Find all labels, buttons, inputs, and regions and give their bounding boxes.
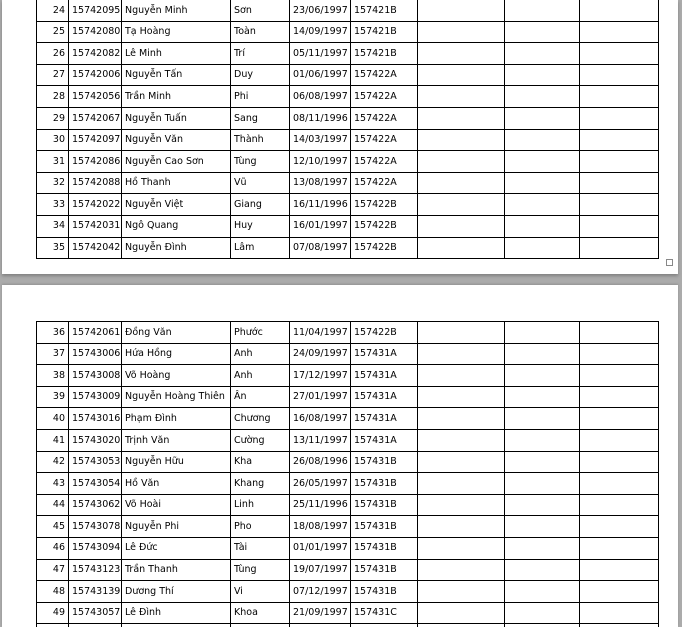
date-of-birth-cell: 21/09/1997: [290, 602, 351, 624]
student-id-cell: 15743006: [69, 343, 122, 365]
table-row: [37, 408, 659, 430]
student-id-cell: 15742042: [69, 237, 122, 259]
date-of-birth-cell: 27/01/1997: [290, 386, 351, 408]
student-id-cell: 15742088: [69, 172, 122, 194]
date-of-birth-cell: 16/11/1996: [290, 194, 351, 216]
student-id-cell: 15742022: [69, 194, 122, 216]
first-name-cell: Vũ: [231, 172, 290, 194]
empty-cell: [580, 322, 659, 344]
student-id-cell: 15742097: [69, 129, 122, 151]
student-id-cell: 15743057: [69, 602, 122, 624]
empty-cell: [418, 581, 505, 603]
empty-cell: [580, 429, 659, 451]
empty-cell: [505, 581, 580, 603]
empty-cell: [580, 581, 659, 603]
student-id-cell: 15743054: [69, 473, 122, 495]
row-number-cell: 30: [37, 129, 69, 151]
date-of-birth-cell: 24/09/1997: [290, 343, 351, 365]
empty-cell: [505, 408, 580, 430]
class-code-cell: 157421B: [351, 43, 418, 65]
date-of-birth-cell: 25/11/1996: [290, 494, 351, 516]
empty-cell: [580, 537, 659, 559]
first-name-cell: Pho: [231, 516, 290, 538]
first-name-cell: Anh: [231, 343, 290, 365]
date-of-birth-cell: 07/08/1997: [290, 237, 351, 259]
empty-cell: [505, 559, 580, 581]
empty-cell: [505, 516, 580, 538]
date-of-birth-cell: 01/06/1997: [290, 64, 351, 86]
empty-cell: [505, 194, 580, 216]
date-of-birth-cell: 06/08/1997: [290, 86, 351, 108]
date-of-birth-cell: 14/09/1997: [290, 21, 351, 43]
empty-cell: [418, 343, 505, 365]
table-row: [37, 237, 659, 259]
table-row: [37, 64, 659, 86]
table-row: [37, 43, 659, 65]
class-code-cell: 157431B: [351, 559, 418, 581]
empty-cell: [418, 64, 505, 86]
empty-cell: [418, 451, 505, 473]
table-row: [37, 0, 659, 21]
row-number-cell: 49: [37, 602, 69, 624]
student-id-cell: 15743016: [69, 408, 122, 430]
table-row: [37, 516, 659, 538]
class-code-cell: 157431A: [351, 365, 418, 387]
row-number-cell: 35: [37, 237, 69, 259]
empty-cell: [505, 21, 580, 43]
student-id-cell: 15742056: [69, 86, 122, 108]
table-row: [37, 172, 659, 194]
last-middle-name-cell: Nguyễn Việt: [122, 194, 231, 216]
class-code-cell: 157431B: [351, 581, 418, 603]
class-code-cell: 157422A: [351, 64, 418, 86]
empty-cell: [418, 172, 505, 194]
last-middle-name-cell: Trần Thanh: [122, 559, 231, 581]
empty-cell: [580, 64, 659, 86]
date-of-birth-cell: 23/06/1997: [290, 0, 351, 21]
student-id-cell: 15743008: [69, 365, 122, 387]
first-name-cell: Trí: [231, 43, 290, 65]
date-of-birth-cell: 14/03/1997: [290, 129, 351, 151]
class-code-cell: 157431B: [351, 494, 418, 516]
last-middle-name-cell: Trịnh Văn: [122, 429, 231, 451]
student-id-cell: 15742086: [69, 151, 122, 173]
date-of-birth-cell: 13/08/1997: [290, 172, 351, 194]
last-middle-name-cell: Nguyễn Cao Sơn: [122, 151, 231, 173]
student-id-cell: 15743123: [69, 559, 122, 581]
date-of-birth-cell: 12/10/1997: [290, 151, 351, 173]
row-number-cell: 32: [37, 172, 69, 194]
first-name-cell: Linh: [231, 494, 290, 516]
table-row: [37, 473, 659, 495]
class-code-cell: 157422B: [351, 194, 418, 216]
table-row: [37, 129, 659, 151]
empty-cell: [505, 43, 580, 65]
last-middle-name-cell: Hồ Văn: [122, 473, 231, 495]
first-name-cell: Khoa: [231, 602, 290, 624]
class-code-cell: 157431A: [351, 408, 418, 430]
last-middle-name-cell: Nguyễn Đình: [122, 237, 231, 259]
last-middle-name-cell: Lê Minh: [122, 43, 231, 65]
student-id-cell: 15742095: [69, 0, 122, 21]
first-name-cell: Ân: [231, 386, 290, 408]
empty-cell: [580, 473, 659, 495]
empty-cell: [418, 151, 505, 173]
last-middle-name-cell: Nguyễn Hữu: [122, 451, 231, 473]
class-code-cell: 157431B: [351, 537, 418, 559]
last-middle-name-cell: Nguyễn Văn: [122, 129, 231, 151]
empty-cell: [580, 451, 659, 473]
class-code-cell: 157431B: [351, 516, 418, 538]
row-number-cell: 33: [37, 194, 69, 216]
class-code-cell: 157422B: [351, 322, 418, 344]
class-code-cell: 157431C: [351, 602, 418, 624]
last-middle-name-cell: Nguyễn Phi: [122, 516, 231, 538]
last-middle-name-cell: Nguyễn Hoàng Thiên: [122, 386, 231, 408]
last-middle-name-cell: Tạ Hoàng: [122, 21, 231, 43]
empty-cell: [505, 429, 580, 451]
date-of-birth-cell: 05/11/1997: [290, 43, 351, 65]
row-number-cell: 37: [37, 343, 69, 365]
class-code-cell: 157422B: [351, 215, 418, 237]
empty-cell: [580, 21, 659, 43]
empty-cell: [580, 408, 659, 430]
row-number-cell: 38: [37, 365, 69, 387]
empty-cell: [580, 602, 659, 624]
empty-cell: [505, 0, 580, 21]
first-name-cell: Vi: [231, 581, 290, 603]
student-id-cell: 15743053: [69, 451, 122, 473]
class-code-cell: 157431A: [351, 343, 418, 365]
row-number-cell: 27: [37, 64, 69, 86]
empty-cell: [580, 343, 659, 365]
student-id-cell: 15742067: [69, 107, 122, 129]
row-number-cell: 48: [37, 581, 69, 603]
last-middle-name-cell: Đồng Văn: [122, 322, 231, 344]
empty-cell: [505, 602, 580, 624]
last-middle-name-cell: Nguyễn Tấn: [122, 64, 231, 86]
row-number-cell: 45: [37, 516, 69, 538]
empty-cell: [418, 386, 505, 408]
date-of-birth-cell: 07/12/1997: [290, 581, 351, 603]
student-id-cell: 15743020: [69, 429, 122, 451]
empty-cell: [580, 151, 659, 173]
empty-cell: [505, 215, 580, 237]
first-name-cell: Phi: [231, 86, 290, 108]
empty-cell: [505, 86, 580, 108]
empty-cell: [580, 172, 659, 194]
table-row: [37, 429, 659, 451]
table-row: [37, 365, 659, 387]
table-row: [37, 537, 659, 559]
empty-cell: [580, 494, 659, 516]
table-row: [37, 215, 659, 237]
empty-cell: [580, 86, 659, 108]
class-code-cell: 157422A: [351, 107, 418, 129]
last-middle-name-cell: Lê Đức: [122, 537, 231, 559]
first-name-cell: Giang: [231, 194, 290, 216]
empty-cell: [580, 107, 659, 129]
row-number-cell: 36: [37, 322, 69, 344]
table-row: [37, 21, 659, 43]
document-page-2: [2, 285, 678, 627]
first-name-cell: Lâm: [231, 237, 290, 259]
empty-cell: [418, 215, 505, 237]
empty-cell: [418, 473, 505, 495]
row-number-cell: 26: [37, 43, 69, 65]
class-code-cell: 157422A: [351, 86, 418, 108]
table-row: [37, 343, 659, 365]
first-name-cell: Toàn: [231, 21, 290, 43]
empty-cell: [505, 322, 580, 344]
empty-cell: [418, 559, 505, 581]
empty-cell: [418, 429, 505, 451]
empty-cell: [418, 494, 505, 516]
empty-cell: [505, 494, 580, 516]
row-number-cell: 41: [37, 429, 69, 451]
empty-cell: [580, 516, 659, 538]
empty-cell: [505, 473, 580, 495]
table-row: [37, 602, 659, 624]
last-middle-name-cell: Phạm Đình: [122, 408, 231, 430]
last-middle-name-cell: Ngô Quang: [122, 215, 231, 237]
class-code-cell: 157421B: [351, 0, 418, 21]
row-number-cell: 44: [37, 494, 69, 516]
table-row: [37, 151, 659, 173]
student-id-cell: 15742082: [69, 43, 122, 65]
first-name-cell: Phước: [231, 322, 290, 344]
first-name-cell: Huy: [231, 215, 290, 237]
student-id-cell: 15743062: [69, 494, 122, 516]
empty-cell: [505, 386, 580, 408]
first-name-cell: Cường: [231, 429, 290, 451]
empty-cell: [580, 43, 659, 65]
empty-cell: [418, 365, 505, 387]
row-number-cell: 39: [37, 386, 69, 408]
empty-cell: [418, 516, 505, 538]
date-of-birth-cell: 13/11/1997: [290, 429, 351, 451]
class-code-cell: 157431B: [351, 473, 418, 495]
first-name-cell: Thành: [231, 129, 290, 151]
empty-cell: [505, 107, 580, 129]
class-code-cell: 157431A: [351, 429, 418, 451]
empty-cell: [580, 194, 659, 216]
first-name-cell: Khang: [231, 473, 290, 495]
class-code-cell: 157431B: [351, 451, 418, 473]
first-name-cell: Tài: [231, 537, 290, 559]
empty-cell: [580, 0, 659, 21]
student-id-cell: 15743009: [69, 386, 122, 408]
page-corner-marker: [666, 259, 673, 266]
first-name-cell: Tùng: [231, 151, 290, 173]
class-code-cell: 157422A: [351, 151, 418, 173]
empty-cell: [418, 602, 505, 624]
table-row: [37, 107, 659, 129]
date-of-birth-cell: 16/01/1997: [290, 215, 351, 237]
row-number-cell: 24: [37, 0, 69, 21]
empty-cell: [505, 237, 580, 259]
table-row: [37, 494, 659, 516]
table-row: [37, 559, 659, 581]
last-middle-name-cell: Trần Minh: [122, 86, 231, 108]
student-id-cell: 15742031: [69, 215, 122, 237]
table-row: [37, 194, 659, 216]
row-number-cell: 29: [37, 107, 69, 129]
empty-cell: [418, 194, 505, 216]
date-of-birth-cell: 26/05/1997: [290, 473, 351, 495]
table-row: [37, 451, 659, 473]
row-number-cell: 42: [37, 451, 69, 473]
date-of-birth-cell: 18/08/1997: [290, 516, 351, 538]
last-middle-name-cell: Dương Thí: [122, 581, 231, 603]
row-number-cell: 47: [37, 559, 69, 581]
empty-cell: [505, 537, 580, 559]
table-row: [37, 322, 659, 344]
first-name-cell: Sang: [231, 107, 290, 129]
date-of-birth-cell: 17/12/1997: [290, 365, 351, 387]
last-middle-name-cell: Võ Hoài: [122, 494, 231, 516]
empty-cell: [580, 559, 659, 581]
empty-cell: [418, 21, 505, 43]
empty-cell: [505, 151, 580, 173]
first-name-cell: Chương: [231, 408, 290, 430]
student-id-cell: 15742006: [69, 64, 122, 86]
empty-cell: [580, 365, 659, 387]
empty-cell: [505, 129, 580, 151]
empty-cell: [505, 343, 580, 365]
empty-cell: [418, 237, 505, 259]
empty-cell: [505, 451, 580, 473]
empty-cell: [418, 322, 505, 344]
date-of-birth-cell: 01/01/1997: [290, 537, 351, 559]
last-middle-name-cell: Võ Hoàng: [122, 365, 231, 387]
class-code-cell: 157421B: [351, 21, 418, 43]
empty-cell: [505, 365, 580, 387]
empty-cell: [418, 86, 505, 108]
last-middle-name-cell: Hồ Thanh: [122, 172, 231, 194]
first-name-cell: Tùng: [231, 559, 290, 581]
row-number-cell: 25: [37, 21, 69, 43]
table-row: [37, 86, 659, 108]
class-code-cell: 157422B: [351, 237, 418, 259]
empty-cell: [505, 64, 580, 86]
table-row: [37, 386, 659, 408]
empty-cell: [418, 129, 505, 151]
empty-cell: [505, 172, 580, 194]
last-middle-name-cell: Lê Đình: [122, 602, 231, 624]
empty-cell: [580, 237, 659, 259]
empty-cell: [418, 0, 505, 21]
student-id-cell: 15743078: [69, 516, 122, 538]
student-table: [36, 321, 659, 627]
row-number-cell: 43: [37, 473, 69, 495]
student-id-cell: 15743094: [69, 537, 122, 559]
date-of-birth-cell: 08/11/1996: [290, 107, 351, 129]
row-number-cell: 31: [37, 151, 69, 173]
first-name-cell: Kha: [231, 451, 290, 473]
last-middle-name-cell: Nguyễn Tuấn: [122, 107, 231, 129]
row-number-cell: 28: [37, 86, 69, 108]
table-row: [37, 581, 659, 603]
date-of-birth-cell: 16/08/1997: [290, 408, 351, 430]
first-name-cell: Sơn: [231, 0, 290, 21]
student-table: [36, 0, 659, 259]
student-id-cell: 15742061: [69, 322, 122, 344]
row-number-cell: 34: [37, 215, 69, 237]
student-id-cell: 15742080: [69, 21, 122, 43]
last-middle-name-cell: Nguyễn Minh: [122, 0, 231, 21]
date-of-birth-cell: 11/04/1997: [290, 322, 351, 344]
row-number-cell: 46: [37, 537, 69, 559]
empty-cell: [580, 215, 659, 237]
empty-cell: [418, 43, 505, 65]
empty-cell: [580, 129, 659, 151]
class-code-cell: 157431A: [351, 386, 418, 408]
last-middle-name-cell: Hứa Hồng: [122, 343, 231, 365]
date-of-birth-cell: 26/08/1996: [290, 451, 351, 473]
class-code-cell: 157422A: [351, 172, 418, 194]
empty-cell: [580, 386, 659, 408]
document-page-1: [2, 0, 678, 274]
empty-cell: [418, 107, 505, 129]
empty-cell: [418, 408, 505, 430]
row-number-cell: 40: [37, 408, 69, 430]
student-id-cell: 15743139: [69, 581, 122, 603]
first-name-cell: Duy: [231, 64, 290, 86]
date-of-birth-cell: 19/07/1997: [290, 559, 351, 581]
empty-cell: [418, 537, 505, 559]
class-code-cell: 157422A: [351, 129, 418, 151]
first-name-cell: Anh: [231, 365, 290, 387]
